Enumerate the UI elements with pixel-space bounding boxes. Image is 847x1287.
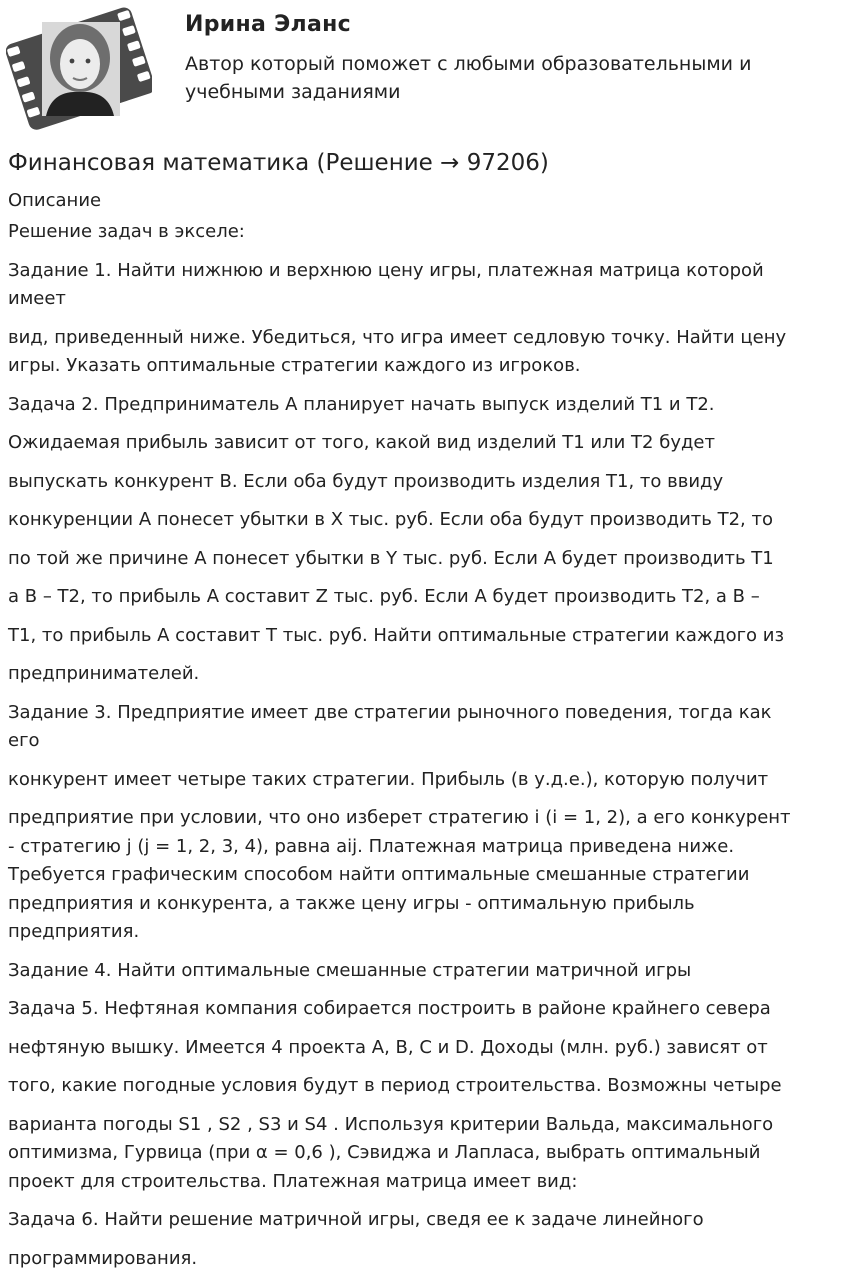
text-line: вид, приведенный ниже. Убедиться, что игра имеет седловую точку. Найти цену xyxy=(8,326,787,348)
text-line: конкуренции А понесет убытки в X тыс. руб. Если оба будут производить Т2, то xyxy=(8,509,773,530)
text-line: Задание 4. Найти оптимальные смешанные стратегии матричной игры xyxy=(8,959,692,981)
film-strip-avatar-image xyxy=(6,6,152,130)
text-line: его xyxy=(8,730,40,751)
text-line: игры. Указать оптимальные стратегии каждого из игроков. xyxy=(8,355,581,376)
text-line: Решение задач в экселе: xyxy=(8,221,245,242)
author-description-line: учебными заданиями xyxy=(185,81,401,103)
description-label: Описание xyxy=(8,190,102,211)
author-avatar[interactable] xyxy=(6,6,152,130)
author-description-line: Автор который поможет с любыми образовательными и xyxy=(185,53,752,75)
text-line: а В – Т2, то прибыль А составит Z тыс. руб. Если А будет производить Т2, а В – xyxy=(8,586,760,607)
text-line: Требуется графическим способом найти оптимальные смешанные стратегии xyxy=(8,864,750,885)
text-line: Задача 2. Предприниматель А планирует начать выпуск изделий Т1 и Т2. xyxy=(8,393,715,415)
text-line: Задача 6. Найти решение матричной игры, сведя ее к задаче линейного xyxy=(8,1209,704,1230)
text-line: по той же причине А понесет убытки в Y тыс. руб. Если А будет производить Т1 xyxy=(8,547,774,569)
text-line: конкурент имеет четыре таких стратегии. Прибыль (в у.д.е.), которую получит xyxy=(8,768,769,790)
page-title: Финансовая математика (Решение → 97206) xyxy=(8,150,549,176)
text-line: выпускать конкурент В. Если оба будут производить изделия Т1, то ввиду xyxy=(8,470,724,492)
text-line: варианта погоды S1 , S2 , S3 и S4 . Используя критерии Вальда, максимального xyxy=(8,1113,774,1135)
text-line: проект для строительства. Платежная матрица имеет вид: xyxy=(8,1170,578,1192)
text-line: - стратегию j (j = 1, 2, 3, 4), равна aij. Платежная матрица приведена ниже. xyxy=(8,835,735,857)
author-name[interactable]: Ирина Эланс xyxy=(185,12,351,37)
text-line: оптимизма, Гурвица (при α = 0,6 ), Сэвиджа и Лапласа, выбрать оптимальный xyxy=(8,1142,761,1163)
text-line: предприятия. xyxy=(8,921,140,942)
text-line: имеет xyxy=(8,288,66,309)
description-content xyxy=(8,218,838,1273)
text-line: Задача 5. Нефтяная компания собирается построить в районе крайнего севера xyxy=(8,998,771,1019)
text-line: программирования. xyxy=(8,1247,198,1269)
text-line: Задание 1. Найти нижнюю и верхнюю цену игры, платежная матрица которой xyxy=(8,259,764,281)
text-line: Ожидаемая прибыль зависит от того, какой вид изделий Т1 или Т2 будет xyxy=(8,432,715,453)
text-line: предприятия и конкурента, а также цену игры - оптимальную прибыль xyxy=(8,892,695,914)
text-line: нефтяную вышку. Имеется 4 проекта A, B, C и D. Доходы (млн. руб.) зависят от xyxy=(8,1036,768,1058)
author-description xyxy=(185,50,825,106)
text-line: предприятие при условии, что оно изберет стратегию i (i = 1, 2), а его конкурент xyxy=(8,807,791,828)
text-line: предпринимателей. xyxy=(8,663,200,684)
text-line: Т1, то прибыль А составит T тыс. руб. Найти оптимальные стратегии каждого из xyxy=(8,624,785,646)
author-card xyxy=(0,0,847,135)
text-line: того, какие погодные условия будут в период строительства. Возможны четыре xyxy=(8,1075,782,1096)
text-line: Задание 3. Предприятие имеет две стратегии рыночного поведения, тогда как xyxy=(8,701,772,723)
